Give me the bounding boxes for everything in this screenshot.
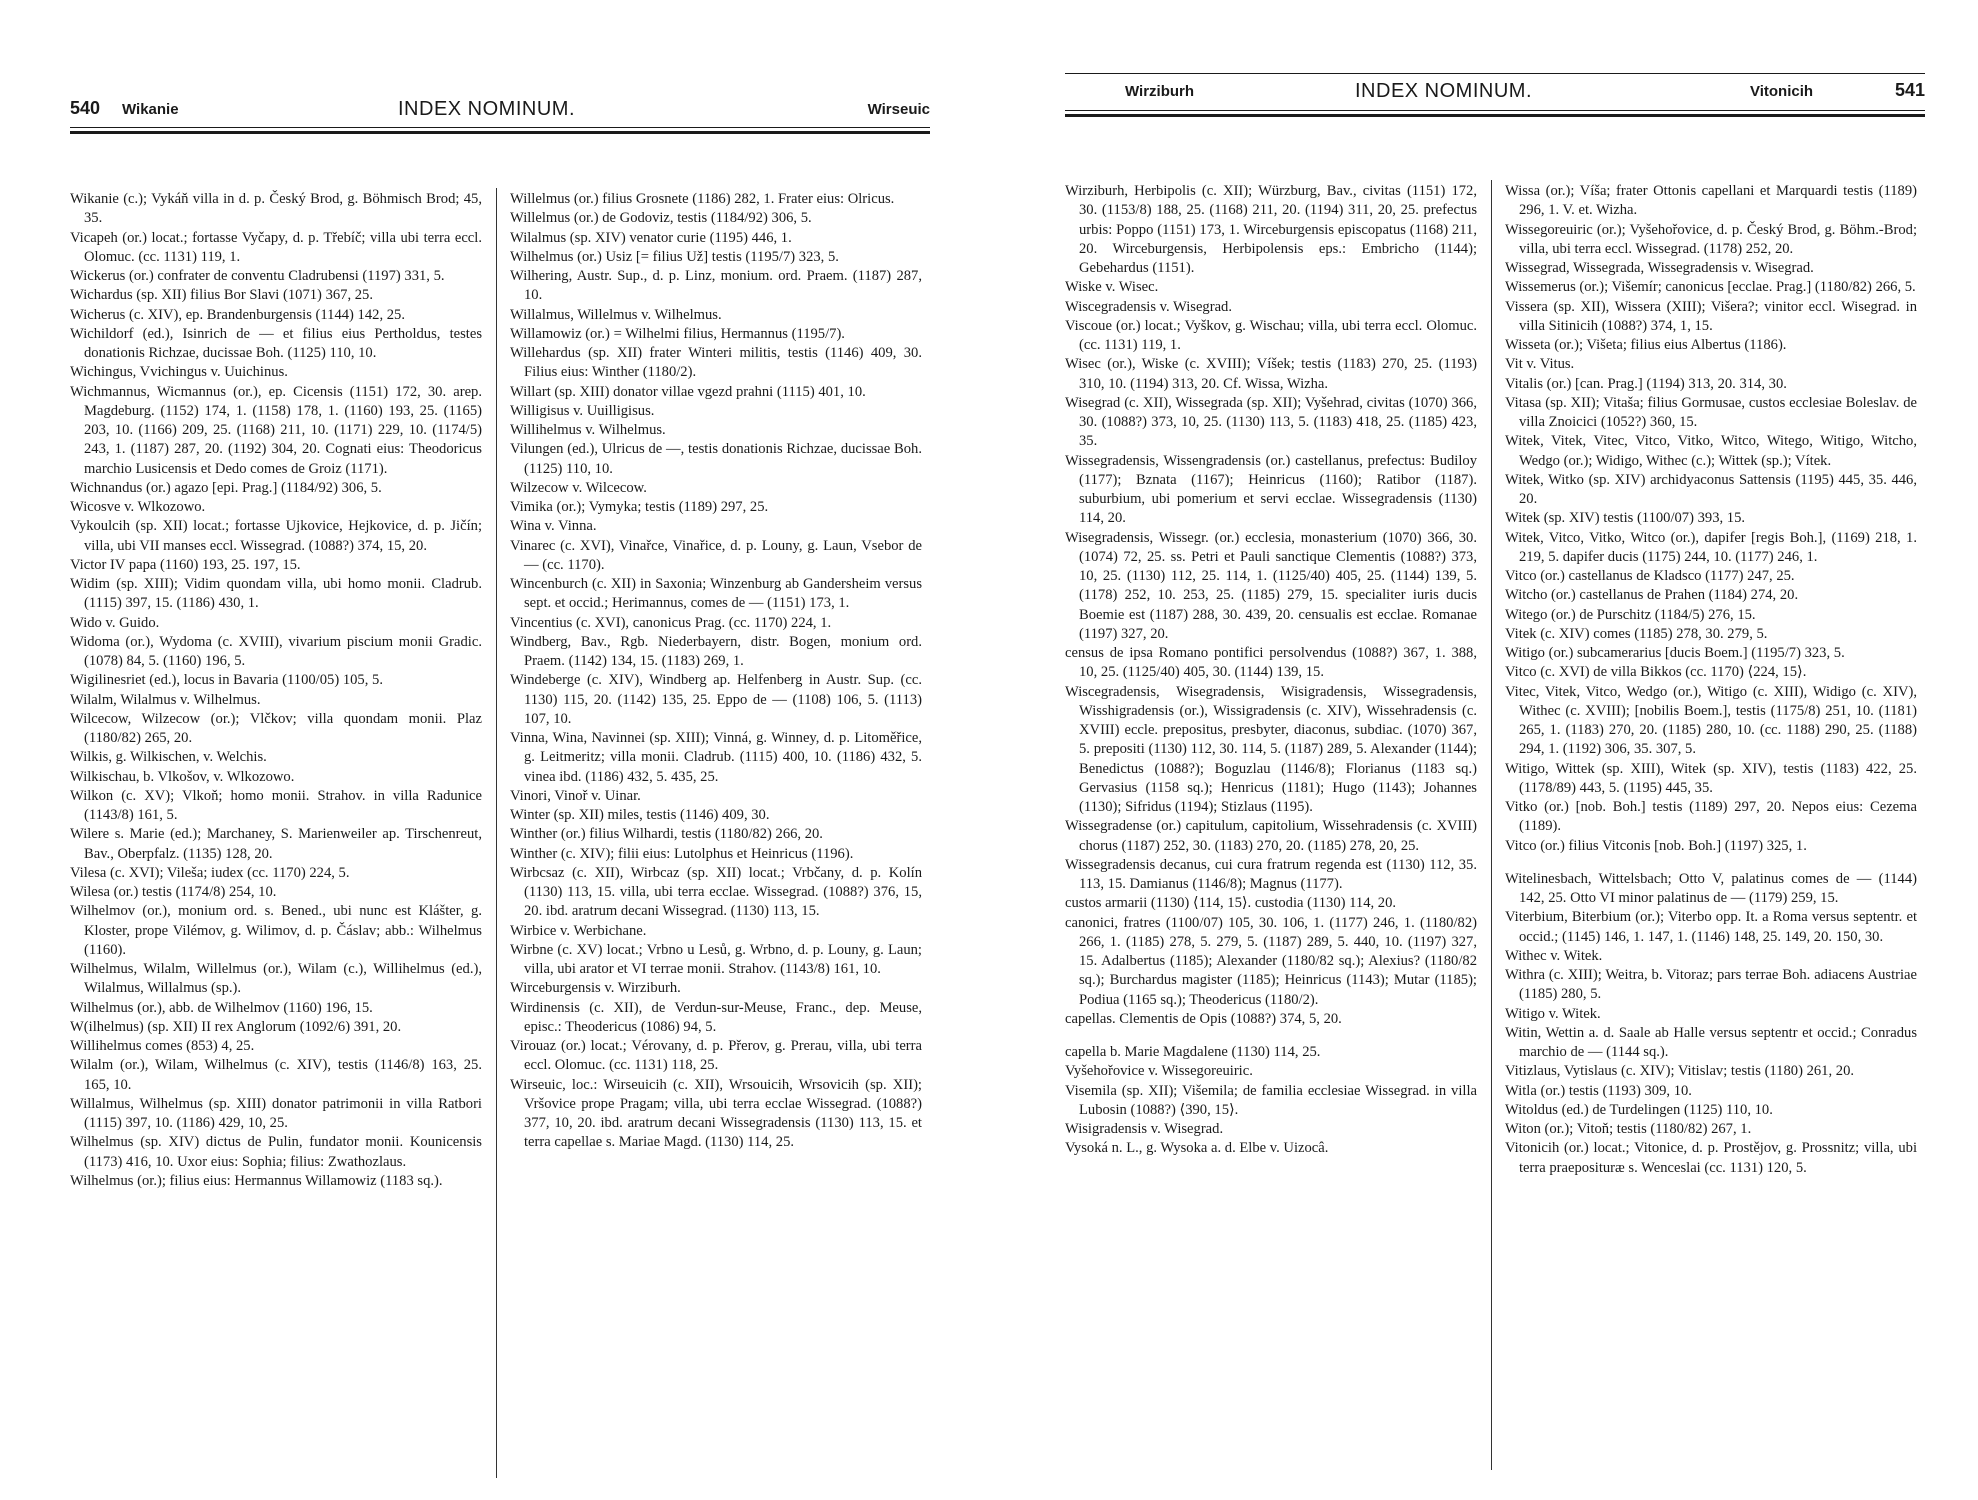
index-entry: Wilhelmus (or.), abb. de Wilhelmov (1160) 196, 15. xyxy=(70,999,373,1016)
page-number: 541 xyxy=(1894,80,1925,100)
index-entry: Wilhelmov (or.), monium ord. s. Bened., ubi nunc est Klášter, g. Kloster, prope Vilémov, g. Wilimov, d. p. Čáslav; abb.: Wilhelmus (1160). xyxy=(70,903,482,958)
index-entry: Winther (c. XIV); filii eius: Lutolphus et Heinricus (1196). xyxy=(510,845,854,862)
index-entry: Vitec, Vitek, Vitco, Wedgo (or.), Witigo (c. XIII), Widigo (c. XIV), Withec (c. XVIII); [nobilis Boem.], testis (1175/8) 251, 10. (1181) 265, 1. (1183) 270, 20. (1185) 280, 10. (cc. 1188) 290, 25. (1188) 294, 1. (1192) 306, 35. 307, 5. xyxy=(1505,683,1917,758)
index-entry: Willalmus, Wilhelmus (sp. XIII) donator patrimonii in villa Ratbori (1115) 397, 10. (1186) 429, 10, 25. xyxy=(70,1095,482,1131)
index-entry: Wilkischau, b. Vlkošov, v. Wlkozowo. xyxy=(70,768,295,785)
index-entry: Witelinesbach, Wittelsbach; Otto V, palatinus comes de — (1144) 142, 25. Otto VI minor palatinus de — (1179) 259, 15. xyxy=(1505,870,1917,906)
index-entry: Witek, Vitek, Vitec, Vitco, Vitko, Witco, Witego, Witigo, Witcho, Wedgo (or.); Widigo, Withec (c.); Wittek (sp.); Vítek. xyxy=(1505,433,1917,469)
index-entry: Wissemerus (or.); Višemír; canonicus [ecclae. Prag.] (1180/82) 266, 5. xyxy=(1505,279,1916,296)
index-entry: Vitizlaus, Vytislaus (c. XIV); Vitislav; testis (1180) 261, 20. xyxy=(1505,1063,1855,1080)
index-entry: Vinori, Vinoř v. Uinar. xyxy=(510,787,641,804)
index-entry: Vicapeh (or.) locat.; fortasse Vyčapy, d. p. Třebíč; villa ubi terra eccl. Olomuc. (cc. 1131) 119, 1. xyxy=(70,229,482,265)
index-entry: Widim (sp. XIII); Vidim quondam villa, ubi homo monii. Cladrub. (1115) 397, 15. (1186) 430, 1. xyxy=(70,576,482,612)
index-entry: Wichingus, Vvichingus v. Uuichinus. xyxy=(70,364,288,381)
index-entry: Wilalm, Wilalmus v. Wilhelmus. xyxy=(70,691,261,708)
index-entry: Wilkis, g. Wilkischen, v. Welchis. xyxy=(70,749,267,766)
index-entry: Wiscegradensis v. Wisegrad. xyxy=(1065,298,1233,315)
index-entry: Wilesa (or.) testis (1174/8) 254, 10. xyxy=(70,884,277,900)
index-entry: Wisegrad (c. XII), Wissegrada (sp. XII); Vyšehrad, civitas (1070) 366, 30. (1088?) 373, 10, 25. (1130) 113, 5. (1183) 418, 25. (1185) 423, 35. xyxy=(1065,394,1477,450)
index-entry: Wissegradensis decanus, cui cura fratrum regenda est (1130) 112, 35. 113, 15. Damianus (1146/8); Magnus (1177). xyxy=(1065,856,1477,892)
header-first-word: Wirziburh xyxy=(1125,83,1195,100)
index-entry: Witla (or.) testis (1193) 309, 10. xyxy=(1505,1082,1692,1099)
page-number: 540 xyxy=(70,98,101,118)
index-entry: Wigilinesriet (ed.), locus in Bavaria (1100/05) 105, 5. xyxy=(70,672,383,689)
left-page-header xyxy=(70,98,930,126)
index-entry: Victor IV papa (1160) 193, 25. 197, 15. xyxy=(70,556,301,573)
index-entry: Wisigradensis v. Wisegrad. xyxy=(1065,1121,1224,1137)
index-entry: Willamowiz (or.) = Wilhelmi filius, Hermannus (1195/7). xyxy=(510,325,845,342)
index-entry: Vilungen (ed.), Ulricus de —, testis donationis Richzae, ducissae Boh. (1125) 110, 10. xyxy=(510,441,922,477)
index-entry: Wissegrad, Wissegrada, Wissegradensis v. Wisegrad. xyxy=(1505,260,1814,276)
index-entry: Wickerus (or.) confrater de conventu Cladrubensi (1197) 331, 5. xyxy=(70,268,445,284)
index-entry: Winther (or.) filius Wilhardi, testis (1180/82) 266, 20. xyxy=(510,826,823,843)
right-page xyxy=(1065,0,1925,1500)
index-entry: Witek, Vitco, Vitko, Witco (or.), dapifer [regis Boh.], (1169) 218, 1. 219, 5. dapifer ducis (1175) 244, 10. (1177) 246, 1. xyxy=(1505,529,1917,565)
index-entry: Willigisus v. Uuilligisus. xyxy=(510,402,655,419)
index-entry: Wirbcsaz (c. XII), Wirbcaz (sp. XII) locat.; Vrbčany, d. p. Kolín (1130) 113, 15. villa, ubi terra ecclae. Wissegrad. (1088?) 376, 15, 20. ibd. aratrum decani Wissegrad. (1130) 113, 15. xyxy=(510,864,922,920)
index-entry: Vitco (or.) filius Vitconis [nob. Boh.] (1197) 325, 1. xyxy=(1505,837,1807,854)
index-entry: Witcho (or.) castellanus de Prahen (1184) 274, 20. xyxy=(1505,587,1799,604)
index-entry: Virouaz (or.) locat.; Vérovany, d. p. Přerov, g. Prerau, villa, ubi terra eccl. Olomuc. (cc. 1131) 118, 25. xyxy=(510,1038,922,1074)
index-entry: capella b. Marie Magdalene (1130) 114, 25. xyxy=(1065,1044,1321,1060)
header-rule xyxy=(1065,110,1925,111)
index-entry: Witigo, Wittek (sp. XIII), Witek (sp. XIV), testis (1183) 422, 25. (1178/89) 443, 5. (1195) 445, 35. xyxy=(1505,760,1917,796)
index-entry: Vilesa (c. XVI); Vileša; iudex (cc. 1170) 224, 5. xyxy=(70,864,350,881)
index-entry: Wichildorf (ed.), Isinrich de — et filius eius Pertholdus, testes donationis Richzae, ducissae Boh. (1125) 110, 10. xyxy=(70,325,482,361)
index-entry: Willelmus (or.) de Godoviz, testis (1184/92) 306, 5. xyxy=(510,210,812,227)
index-entry: W(ilhelmus) (sp. XII) II rex Anglorum (1092/6) 391, 20. xyxy=(70,1018,402,1035)
index-entry: Wirseuic, loc.: Wirseuicih (c. XII), Wrsouicih, Wrsovicih (sp. XII); Vršovice prope Pragam; villa, ubi terra ecclae Wissegrad. (1088?) 377, 10, 20. ibd. aratrum decani Wissegradensis (1130) 113, 15. et terra capellae s. Mariae Magd. (1130) 114, 25. xyxy=(510,1076,922,1151)
index-entry: Vimika (or.); Vymyka; testis (1189) 297, 25. xyxy=(510,499,769,515)
index-entry: census de ipsa Romano pontifici persolvendus (1088?) 367, 1. 388, 10, 25. (1125/40) 405, 30. (1144) 139, 15. xyxy=(1065,645,1477,681)
index-entry: Winter (sp. XII) miles, testis (1146) 409, 30. xyxy=(510,807,770,823)
index-entry: Wilhelmus (or.) Usiz [= filius Už] testis (1195/7) 323, 5. xyxy=(510,248,839,265)
index-entry: Visemila (sp. XII); Višemila; de familia ecclesiae Wissegrad. in villa Lubosin (1088?) ⟨390, 15⟩. xyxy=(1065,1082,1477,1118)
header-title: INDEX NOMINUM. xyxy=(398,98,575,120)
index-entry: Witigo (or.) subcamerarius [ducis Boem.] (1195/7) 323, 5. xyxy=(1505,645,1845,661)
left-page xyxy=(70,0,930,1500)
index-entry: Vitek (c. XIV) comes (1185) 278, 30. 279, 5. xyxy=(1505,625,1768,642)
column-divider xyxy=(1491,180,1492,1470)
header-first-word: Wikanie xyxy=(122,101,179,118)
header-last-word: Vitonicih xyxy=(1750,83,1814,100)
index-entry: Windberg, Bav., Rgb. Niederbayern, distr. Bogen, monium ord. Praem. (1142) 134, 15. (1183) 269, 1. xyxy=(510,633,922,669)
index-entry: Wilalm (or.), Wilam, Wilhelmus (c. XIV), testis (1146/8) 163, 25. 165, 10. xyxy=(70,1057,482,1093)
index-entry: Wirziburh, Herbipolis (c. XII); Würzburg, Bav., civitas (1151) 172, 30. (1153/8) 188, 25. (1168) 211, 20. (1194) 311, 20, 25. prefectus urbis: Poppo (1151) 173, 1. Wirceburgensis episcopatus (1168) 211, 20. Wirceburgensis, Herbipolensis eps.: Embricho (1144); Gebehardus (1151). xyxy=(1065,183,1477,276)
index-entry: Willihelmus comes (853) 4, 25. xyxy=(70,1038,255,1054)
index-entry: Willalmus, Willelmus v. Wilhelmus. xyxy=(510,306,722,323)
index-entry: Willehardus (sp. XII) frater Winteri militis, testis (1146) 409, 30. Filius eius: Winther (1180/2). xyxy=(510,345,922,381)
index-entry: Vinarec (c. XVI), Vinařce, Vinařice, d. p. Louny, g. Laun, Vsebor de — (cc. 1170). xyxy=(510,537,922,573)
index-entry: Wichmannus, Wicmannus (or.), ep. Cicensis (1151) 172, 30. arep. Magdeburg. (1152) 174, 1. (1158) 178, 1. (1160) 193, 25. (1165) 203, 10. (1166) 209, 25. (1168) 211, 10. (1171) 229, 10. (1174/5) 243, 1. (1187) 287, 20. (1192) 304, 20. Cognati eius: Theodoricus marchio Lusicensis et Dedo comes de Groiz (1171). xyxy=(70,383,482,477)
index-entry: Witek (sp. XIV) testis (1100/07) 393, 15. xyxy=(1505,510,1746,527)
index-entry: Wissegradense (or.) capitulum, capitolium, Wissehradensis (c. XVIII) chorus (1187) 252, 30. (1183) 270, 20. (1185) 278, 20, 25. xyxy=(1065,818,1477,854)
index-entry: Wilcecow, Wilzecow (or.); Vlčkov; villa quondam monii. Plaz (1180/82) 265, 20. xyxy=(70,710,482,746)
index-entry: Wilhelmus (sp. XIV) dictus de Pulin, fundator monii. Kounicensis (1173) 416, 10. Uxor eius: Sophia; filius: Zwathozlaus. xyxy=(70,1134,482,1170)
index-entry: Wicherus (c. XIV), ep. Brandenburgensis (1144) 142, 25. xyxy=(70,306,405,323)
index-entry: Willelmus (or.) filius Grosnete (1186) 282, 1. Frater eius: Olricus. xyxy=(510,191,895,207)
index-entry: Vincentius (c. XVI), canonicus Prag. (cc. 1170) 224, 1. xyxy=(510,614,832,631)
index-entry: Witoldus (ed.) de Turdelingen (1125) 110, 10. xyxy=(1505,1101,1773,1118)
index-entry: Wido v. Guido. xyxy=(70,614,160,631)
index-entry: Wisec (or.), Wiske (c. XVIII); Víšek; testis (1183) 270, 25. (1193) 310, 10. (1194) 313, 20. Cf. Wissa, Wizha. xyxy=(1065,356,1477,392)
index-entry: Vitco (c. XVI) de villa Bikkos (cc. 1170) ⟨224, 15⟩. xyxy=(1505,664,1807,681)
index-entry: Witek, Witko (sp. XIV) archidyaconus Sattensis (1195) 445, 35. 446, 20. xyxy=(1505,471,1917,507)
index-entry: Wilhelmus (or.); filius eius: Hermannus Willamowiz (1183 sq.). xyxy=(70,1172,443,1189)
index-column xyxy=(70,190,482,1191)
index-entry: Wilkon (c. XV); Vlkoň; homo monii. Strahov. in villa Radunice (1143/8) 161, 5. xyxy=(70,787,482,823)
index-entry: Windeberge (c. XIV), Windberg ap. Helfenberg in Austr. Sup. (cc. 1130) 115, 20. (1142) 135, 25. Eppo de — (1108) 106, 5. (1113) 107, 10. xyxy=(510,672,922,727)
index-entry: Wilzecow v. Wilcecow. xyxy=(510,479,647,496)
index-column xyxy=(510,190,922,1153)
index-entry: Vitco (or.) castellanus de Kladsco (1177) 247, 25. xyxy=(1505,568,1795,584)
index-column xyxy=(1065,182,1477,1159)
index-entry: Vit v. Vitus. xyxy=(1505,356,1575,373)
index-entry: capellas. Clementis de Opis (1088?) 374, 5, 20. xyxy=(1065,1010,1342,1027)
index-entry: Vysoká n. L., g. Wysoka a. d. Elbe v. Uizocâ. xyxy=(1065,1140,1329,1157)
index-entry: Wirceburgensis v. Wirziburh. xyxy=(510,980,681,997)
index-entry: Witigo v. Witek. xyxy=(1505,1005,1601,1022)
index-entry: Wissa (or.); Víša; frater Ottonis capellani et Marquardi testis (1189) 296, 1. V. et. Wizha. xyxy=(1505,183,1917,219)
column-divider xyxy=(496,188,497,1478)
header-title: INDEX NOMINUM. xyxy=(1355,80,1532,102)
index-entry: Wiscegradensis, Wisegradensis, Wisigradensis, Wissegradensis, Wisshigradensis (or.), Wissigradensis (c. XIV), Wissehradensis (c. XVIII) eccle. prepositus, presbyter, diaconus, subdiac. (1070) 367, 5. prepositi (1130) 112, 30. 114, 5. (1187) 289, 5. Alexander (1144); Benedictus (1088?); Boguzlau (1146/8); Florianus (1183 sq.) Gervasius (1158 sq.); Henricus (1181); Hugo (1143); Johannes (1130); Sifridus (1194); Stizlaus (1195). xyxy=(1065,683,1477,815)
index-entry: Wina v. Vinna. xyxy=(510,518,597,535)
index-entry: Vissera (sp. XII), Wissera (XIII); Višera?; vinitor eccl. Wisegrad. in villa Sitinicih (1088?) 374, 1, 15. xyxy=(1505,298,1917,334)
index-entry: Witego (or.) de Purschitz (1184/5) 276, 15. xyxy=(1505,606,1756,623)
index-entry: custos armarii (1130) ⟨114, 15⟩. custodia (1130) 114, 20. xyxy=(1065,895,1397,912)
index-entry: Vyšehořovice v. Wissegoreuiric. xyxy=(1065,1063,1253,1080)
index-entry: Wichnandus (or.) agazo [epi. Prag.] (1184/92) 306, 5. xyxy=(70,479,382,496)
index-entry: Wirdinensis (c. XII), de Verdun-sur-Meuse, Franc., dep. Meuse, episc.: Theodericus (1086) 94, 5. xyxy=(510,999,922,1035)
header-last-word: Wirseuic xyxy=(867,101,930,118)
header-rule xyxy=(70,127,930,128)
index-entry: Wilhering, Austr. Sup., d. p. Linz, monium. ord. Praem. (1187) 287, 10. xyxy=(510,268,922,304)
index-entry: Vitalis (or.) [can. Prag.] (1194) 313, 20. 314, 30. xyxy=(1505,375,1787,392)
index-entry: Witon (or.); Vitoň; testis (1180/82) 267, 1. xyxy=(1505,1121,1752,1137)
index-column xyxy=(1505,182,1917,1178)
index-entry: Vinna, Wina, Navinnei (sp. XIII); Vinná, g. Winney, d. p. Litoměřice, g. Leitmeritz; villa monii. Cladrub. (1115) 400, 10. (1186) 432, 5. vinea ibd. (1186) 432, 5. 435, 25. xyxy=(510,730,922,785)
index-entry: Vykoulcih (sp. XII) locat.; fortasse Ujkovice, Hejkovice, d. p. Jičín; villa, ubi VII manses eccl. Wissegrad. (1088?) 374, 15, 20. xyxy=(70,518,482,554)
index-entry: Wilalmus (sp. XIV) venator curie (1195) 446, 1. xyxy=(510,229,792,246)
header-rule xyxy=(1065,114,1925,117)
index-entry: Willart (sp. XIII) donator villae vgezd prahni (1115) 401, 10. xyxy=(510,383,866,400)
index-entry: Wissegoreuiric (or.); Vyšehořovice, d. p. Český Brod, g. Böhm.-Brod; villa, ubi terra eccl. Wissegrad. (1178) 252, 20. xyxy=(1505,221,1917,257)
index-entry: Wilhelmus, Wilalm, Willelmus (or.), Wilam (c.), Willihelmus (ed.), Wilalmus, Willalmus (sp.). xyxy=(70,961,482,997)
header-rule xyxy=(70,131,930,134)
index-entry: canonici, fratres (1100/07) 105, 30. 106, 1. (1177) 246, 1. (1180/82) 266, 1. (1185) 278, 5. 279, 5. (1187) 289, 5. 440, 10. (1197) 327, 15. Adalbertus (1185); Alexander (1180/82 sq.); Alexius? (1180/82 sq.); Burchardus magister (1185); Heinricus (1143); Mutar (1185); Podiua (1165 sq.); Theodericus (1180/2). xyxy=(1065,914,1477,1008)
header-rule xyxy=(1065,73,1925,74)
index-entry: Vitko (or.) [nob. Boh.] testis (1189) 297, 20. Nepos eius: Cezema (1189). xyxy=(1505,799,1917,835)
index-entry: Withra (c. XIII); Weitra, b. Vitoraz; pars terrae Boh. adiacens Austriae (1185) 280, 5. xyxy=(1505,967,1917,1003)
index-entry: Wilere s. Marie (ed.); Marchaney, S. Marienweiler ap. Tirschenreut, Bav., Oberpfalz. (1135) 128, 20. xyxy=(70,826,482,862)
index-entry: Withec v. Witek. xyxy=(1505,947,1603,964)
index-entry: Willihelmus v. Wilhelmus. xyxy=(510,422,666,438)
index-entry: Wichardus (sp. XII) filius Bor Slavi (1071) 367, 25. xyxy=(70,287,373,304)
index-entry: Wirbne (c. XV) locat.; Vrbno u Lesů, g. Wrbno, d. p. Louny, g. Laun; villa, ubi arator et VI terrae monii. Strahov. (1143/8) 161, 10. xyxy=(510,941,922,977)
index-entry: Witin, Wettin a. d. Saale ab Halle versus septentr et occid.; Conradus marchio de — (1144 sq.). xyxy=(1505,1024,1917,1060)
index-entry: Vitonicih (or.) locat.; Vitonice, d. p. Prostějov, g. Prossnitz; villa, ubi terra praeposituræ s. Wenceslai (cc. 1131) 120, 5. xyxy=(1505,1140,1917,1176)
index-entry: Vitasa (sp. XII); Vitaša; filius Gormusae, custos ecclesiae Boleslav. de villa Znoicici (1052?) 360, 15. xyxy=(1505,394,1917,430)
index-entry: Wisseta (or.); Višeta; filius eius Albertus (1186). xyxy=(1505,337,1787,353)
index-entry: Wirbice v. Werbichane. xyxy=(510,922,647,939)
index-entry: Widoma (or.), Wydoma (c. XVIII), vivarium piscium monii Gradic. (1078) 84, 5. (1160) 196, 5. xyxy=(70,633,482,669)
index-entry: Wikanie (c.); Vykáň villa in d. p. Český Brod, g. Böhmisch Brod; 45, 35. xyxy=(70,191,482,227)
index-entry: Wisegradensis, Wissegr. (or.) ecclesia, monasterium (1070) 366, 30. (1074) 72, 25. ss. Petri et Pauli sanctique Clementis (1088?) 373, 10, 25. (1130) 112, 25. 114, 1. (1125/40) 405, 25. (1144) 139, 5. (1178) 252, 10. 253, 25. (1185) 279, 15. specialiter iuris ducis Boemie est (1187) 288, 30. 439, 20. censualis est ecclae. Romanae (1197) 327, 20. xyxy=(1065,529,1477,642)
index-entry: Viterbium, Biterbium (or.); Viterbo opp. It. a Roma versus septentr. et occid.; (1145) 146, 1. 147, 1. (1146) 148, 25. 149, 20. 150, 30. xyxy=(1505,909,1917,945)
right-page-header xyxy=(1065,80,1925,108)
index-entry: Wissegradensis, Wissengradensis (or.) castellanus, prefectus: Budiloy (1177); Bznata (1167); Heinricus (1160); Ratibor (1187). suburbium, ubi pomerium et servi ecclae. Wissegradensis (1130) 114, 20. xyxy=(1065,452,1477,527)
index-entry: Wiske v. Wisec. xyxy=(1065,279,1159,296)
index-entry: Viscoue (or.) locat.; Vyškov, g. Wischau; villa, ubi terra eccl. Olomuc. (cc. 1131) 119, 1. xyxy=(1065,317,1477,353)
index-entry: Wincenburch (c. XII) in Saxonia; Winzenburg ab Gandersheim versus sept. et occid.; Herimannus, comes de — (1151) 173, 1. xyxy=(510,576,922,612)
index-entry: Wicosve v. Wlkozowo. xyxy=(70,499,206,515)
